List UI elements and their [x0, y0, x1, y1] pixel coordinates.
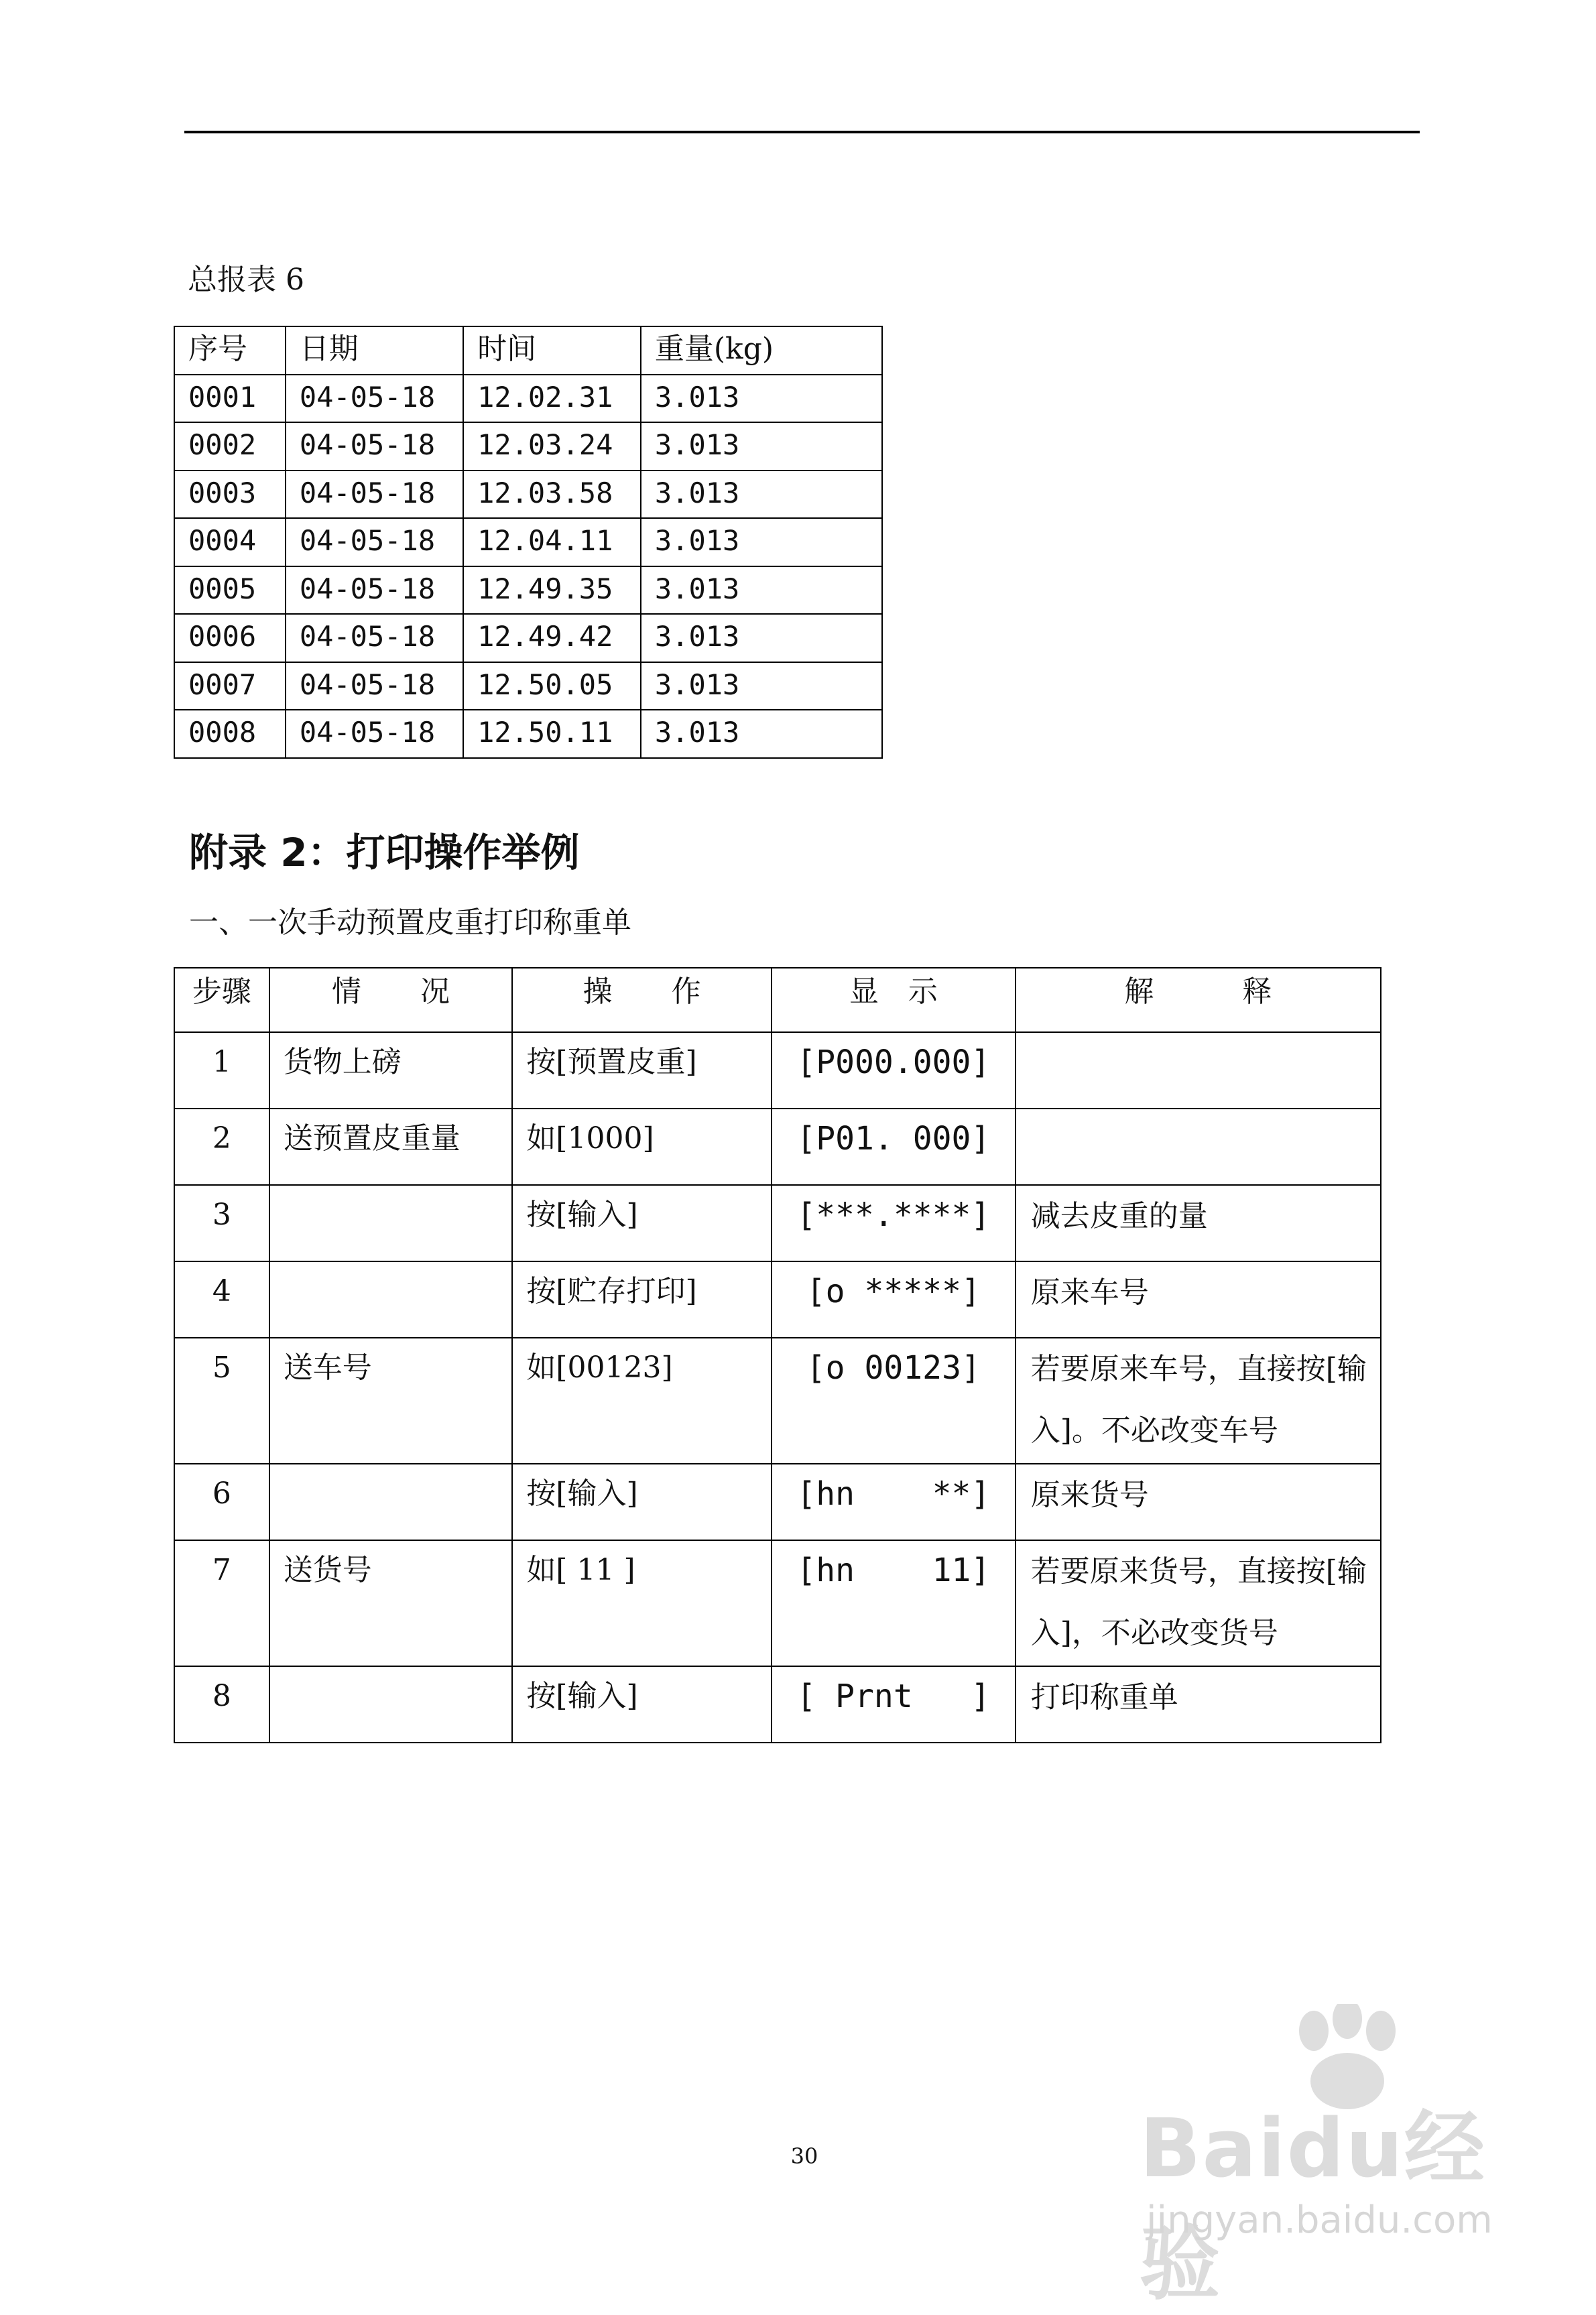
explanation-cell: 若要原来货号，直接按[输入]，不必改变货号 — [1016, 1540, 1381, 1666]
table-cell: 04-05-18 — [286, 471, 463, 519]
table-row — [174, 1666, 1381, 1743]
summary-report-table — [174, 326, 883, 759]
operation-cell: 按[输入] — [512, 1185, 772, 1261]
operation-cell: 按[预置皮重] — [512, 1032, 772, 1109]
table-row — [174, 518, 882, 566]
operation-cell: 按[输入] — [512, 1666, 772, 1743]
table-row — [174, 1261, 1381, 1338]
table-cell: 0002 — [174, 422, 286, 471]
column-header: 步骤 — [174, 968, 269, 1032]
table-row — [174, 710, 882, 758]
step-cell: 3 — [174, 1185, 269, 1261]
explanation-cell — [1016, 1032, 1381, 1109]
table-cell: 0007 — [174, 662, 286, 710]
operation-cell: 如[00123] — [512, 1338, 772, 1464]
display-cell: [o 00123] — [772, 1338, 1016, 1464]
column-header: 时间 — [463, 326, 641, 375]
explanation-cell: 减去皮重的量 — [1016, 1185, 1381, 1261]
table-cell: 04-05-18 — [286, 518, 463, 566]
table-cell: 04-05-18 — [286, 375, 463, 423]
explanation-cell: 打印称重单 — [1016, 1666, 1381, 1743]
column-header: 日期 — [286, 326, 463, 375]
table-header-row — [174, 968, 1381, 1032]
table-cell: 12.04.11 — [463, 518, 641, 566]
baidu-watermark — [1140, 2004, 1515, 2311]
operation-table — [174, 967, 1382, 1743]
table-cell: 12.50.05 — [463, 662, 641, 710]
table-row — [174, 1032, 1381, 1109]
operation-cell: 如[1000] — [512, 1109, 772, 1185]
table-cell: 3.013 — [641, 375, 882, 423]
table-row — [174, 1185, 1381, 1261]
watermark-logo: Baidu经验 — [1140, 2103, 1486, 2311]
operation-cell: 如[ 11 ] — [512, 1540, 772, 1666]
section-heading: 一、一次手动预置皮重打印称重单 — [189, 905, 631, 940]
table-cell: 0008 — [174, 710, 286, 758]
table-cell: 3.013 — [641, 422, 882, 471]
display-cell: [o *****] — [772, 1261, 1016, 1338]
table-cell: 04-05-18 — [286, 662, 463, 710]
table-cell: 04-05-18 — [286, 566, 463, 615]
step-cell: 7 — [174, 1540, 269, 1666]
display-cell: [hn 11] — [772, 1540, 1016, 1666]
table-cell: 0003 — [174, 471, 286, 519]
table-cell: 3.013 — [641, 662, 882, 710]
situation-cell — [269, 1185, 513, 1261]
explanation-cell: 若要原来车号，直接按[输入]。不必改变车号 — [1016, 1338, 1381, 1464]
table-row — [174, 662, 882, 710]
situation-cell: 送车号 — [269, 1338, 513, 1464]
operation-cell: 按[贮存打印] — [512, 1261, 772, 1338]
explanation-cell — [1016, 1109, 1381, 1185]
table-row — [174, 1338, 1381, 1464]
table-row — [174, 471, 882, 519]
display-cell: [P01. 000] — [772, 1109, 1016, 1185]
column-header: 情 况 — [269, 968, 513, 1032]
situation-cell: 送预置皮重量 — [269, 1109, 513, 1185]
table-cell: 12.02.31 — [463, 375, 641, 423]
display-cell: [***.****] — [772, 1185, 1016, 1261]
column-header: 操 作 — [512, 968, 772, 1032]
column-header: 重量(kg) — [641, 326, 882, 375]
table-row — [174, 614, 882, 662]
step-cell: 2 — [174, 1109, 269, 1185]
table-row — [174, 1540, 1381, 1666]
explanation-cell: 原来车号 — [1016, 1261, 1381, 1338]
explanation-cell: 原来货号 — [1016, 1464, 1381, 1540]
table-row — [174, 1109, 1381, 1185]
summary-table-caption: 总报表 6 — [188, 263, 304, 297]
situation-cell — [269, 1261, 513, 1338]
table-cell: 3.013 — [641, 471, 882, 519]
table-cell: 04-05-18 — [286, 422, 463, 471]
table-row — [174, 375, 882, 423]
watermark-url: jingyan.baidu.com — [1146, 2198, 1493, 2242]
table-cell: 3.013 — [641, 566, 882, 615]
table-cell: 12.49.35 — [463, 566, 641, 615]
table-cell: 12.03.58 — [463, 471, 641, 519]
table-cell: 12.50.11 — [463, 710, 641, 758]
situation-cell: 货物上磅 — [269, 1032, 513, 1109]
table-row — [174, 1464, 1381, 1540]
step-cell: 4 — [174, 1261, 269, 1338]
step-cell: 5 — [174, 1338, 269, 1464]
column-header: 解 释 — [1016, 968, 1381, 1032]
operation-cell: 按[输入] — [512, 1464, 772, 1540]
step-cell: 6 — [174, 1464, 269, 1540]
display-cell: [ Prnt ] — [772, 1666, 1016, 1743]
table-cell: 0004 — [174, 518, 286, 566]
table-header-row — [174, 326, 882, 375]
table-row — [174, 422, 882, 471]
table-cell: 0001 — [174, 375, 286, 423]
display-cell: [hn **] — [772, 1464, 1016, 1540]
situation-cell: 送货号 — [269, 1540, 513, 1666]
table-cell: 0006 — [174, 614, 286, 662]
table-cell: 12.49.42 — [463, 614, 641, 662]
table-cell: 04-05-18 — [286, 614, 463, 662]
display-cell: [P000.000] — [772, 1032, 1016, 1109]
column-header: 显 示 — [772, 968, 1016, 1032]
situation-cell — [269, 1464, 513, 1540]
column-header: 序号 — [174, 326, 286, 375]
header-rule — [184, 131, 1420, 133]
appendix-heading: 附录 2：打印操作举例 — [189, 830, 580, 875]
table-cell: 3.013 — [641, 614, 882, 662]
page-number: 30 — [790, 2143, 818, 2169]
step-cell: 8 — [174, 1666, 269, 1743]
table-cell: 04-05-18 — [286, 710, 463, 758]
table-cell: 3.013 — [641, 710, 882, 758]
table-row — [174, 566, 882, 615]
table-cell: 12.03.24 — [463, 422, 641, 471]
table-cell: 3.013 — [641, 518, 882, 566]
situation-cell — [269, 1666, 513, 1743]
table-cell: 0005 — [174, 566, 286, 615]
step-cell: 1 — [174, 1032, 269, 1109]
